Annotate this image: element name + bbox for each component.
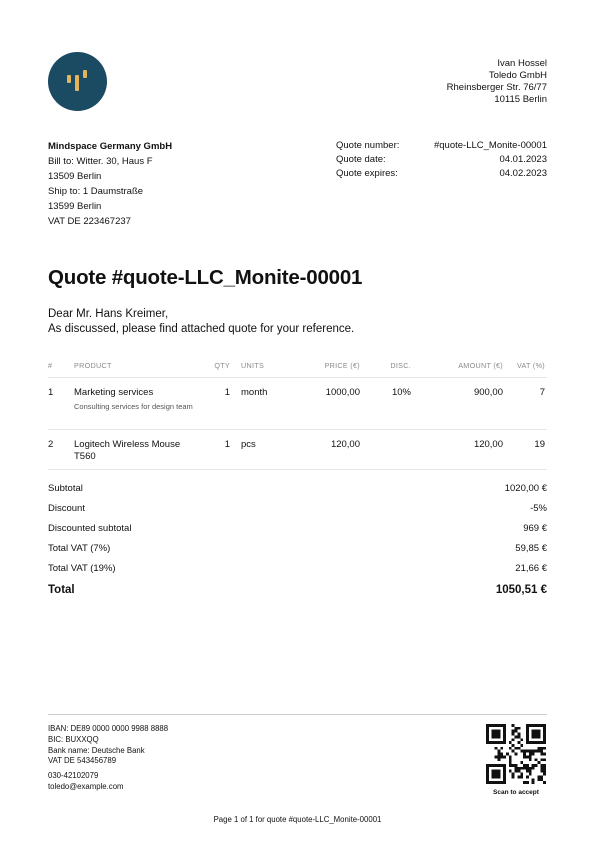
- total-row-discounted-subtotal: [48, 522, 547, 542]
- cell-price: 1000,00: [325, 387, 360, 398]
- product-name: Marketing services: [74, 387, 154, 398]
- total-row-vat-19: [48, 562, 547, 582]
- greeting-salutation: Dear Mr. Hans Kreimer,: [48, 308, 169, 320]
- cell-units: pcs: [241, 439, 256, 450]
- sender-city: 10115 Berlin: [494, 94, 547, 105]
- recipient-company: Mindspace Germany GmbH: [48, 141, 173, 152]
- total-value: 1020,00 €: [504, 483, 547, 494]
- cell-num: 2: [48, 439, 54, 450]
- recipient-vat: VAT DE 223467237: [48, 216, 131, 227]
- header-price: PRICE (€): [324, 361, 360, 370]
- contact-email: toledo@example.com: [48, 781, 124, 791]
- cell-price: 120,00: [330, 439, 360, 450]
- header-units: UNITS: [241, 361, 265, 370]
- bank-name: Bank name: Deutsche Bank: [48, 745, 145, 755]
- totals-section: [48, 482, 547, 603]
- header-qty: QTY: [214, 361, 230, 370]
- recipient-ship-to: Ship to: 1 Daumstraße: [48, 186, 144, 197]
- cell-product: [74, 439, 194, 463]
- cell-vat: 19: [534, 439, 545, 450]
- header-vat: VAT (%): [516, 361, 545, 370]
- total-label: Discounted subtotal: [48, 523, 132, 534]
- sender-name: Ivan Hossel: [497, 58, 547, 69]
- line-items-table: [48, 357, 547, 470]
- contact-phone: 030-42102079: [48, 771, 99, 781]
- sender-street: Rheinsberger Str. 76/77: [446, 82, 547, 93]
- total-label: Discount: [48, 503, 85, 514]
- quote-meta: [336, 139, 547, 181]
- table-row: [48, 378, 547, 430]
- recipient-bill-city: 13509 Berlin: [48, 171, 102, 182]
- greeting-message: As discussed, please find attached quote for your reference.: [48, 322, 355, 335]
- total-value: -5%: [530, 503, 547, 514]
- total-row-discount: [48, 502, 547, 522]
- bank-bic: BIC: BUXXQQ: [48, 734, 99, 744]
- header-product: PRODUCT: [74, 361, 112, 370]
- cell-disc: 10%: [391, 387, 411, 398]
- logo-bar: [75, 75, 79, 91]
- quote-title: Quote #quote-LLC_Monite-00001: [48, 266, 363, 289]
- meta-row-quote-expires: [336, 167, 547, 181]
- greeting: [48, 307, 354, 336]
- recipient-address: [48, 139, 172, 229]
- meta-value: 04.01.2023: [499, 154, 547, 165]
- header-amount: AMOUNT (€): [458, 361, 503, 370]
- header-num: #: [48, 361, 53, 370]
- product-description: Consulting services for design team: [74, 402, 193, 411]
- product-name: Logitech Wireless Mouse T560: [74, 439, 181, 462]
- total-value: 59,85 €: [515, 543, 547, 554]
- bank-details: [48, 724, 168, 793]
- table-row: [48, 430, 547, 470]
- footer-divider: [48, 714, 547, 715]
- total-row-vat-7: [48, 542, 547, 562]
- qr-caption: Scan to accept: [493, 789, 539, 796]
- sender-address: [447, 58, 547, 106]
- total-value: 21,66 €: [515, 563, 547, 574]
- cell-amount: 120,00: [473, 439, 503, 450]
- qr-code-icon[interactable]: [486, 724, 546, 784]
- meta-value: 04.02.2023: [499, 168, 547, 179]
- cell-qty: 1: [224, 439, 230, 450]
- total-label: Subtotal: [48, 483, 83, 494]
- total-row-subtotal: [48, 482, 547, 502]
- bank-iban: IBAN: DE89 0000 0000 9988 8888: [48, 724, 169, 733]
- grand-total-label: Total: [48, 584, 75, 596]
- meta-label: Quote date:: [336, 154, 386, 165]
- meta-row-quote-number: [336, 139, 547, 153]
- meta-label: Quote expires:: [336, 168, 398, 179]
- cell-qty: 1: [224, 387, 230, 398]
- logo-bar: [67, 75, 71, 83]
- header-disc: DISC.: [390, 361, 411, 370]
- meta-value: #quote-LLC_Monite-00001: [433, 140, 547, 151]
- cell-vat: 7: [539, 387, 545, 398]
- total-label: Total VAT (19%): [48, 563, 116, 574]
- logo-bar: [83, 70, 87, 78]
- table-header: [48, 357, 547, 378]
- cell-product: [74, 387, 194, 411]
- company-logo: [48, 52, 107, 111]
- meta-label: Quote number:: [336, 140, 400, 151]
- grand-total-value: 1050,51 €: [495, 584, 547, 596]
- page-info: Page 1 of 1 for quote #quote-LLC_Monite-00001: [213, 815, 382, 824]
- cell-num: 1: [48, 387, 54, 398]
- cell-amount: 900,00: [473, 387, 503, 398]
- bank-vat: VAT DE 543456789: [48, 756, 117, 766]
- total-value: 969 €: [523, 523, 547, 534]
- total-label: Total VAT (7%): [48, 543, 111, 554]
- cell-units: month: [241, 387, 268, 398]
- recipient-bill-to: Bill to: Witter. 30, Haus F: [48, 156, 153, 167]
- recipient-ship-city: 13599 Berlin: [48, 201, 102, 212]
- sender-company: Toledo GmbH: [488, 70, 547, 81]
- grand-total-row: [48, 583, 547, 603]
- meta-row-quote-date: [336, 153, 547, 167]
